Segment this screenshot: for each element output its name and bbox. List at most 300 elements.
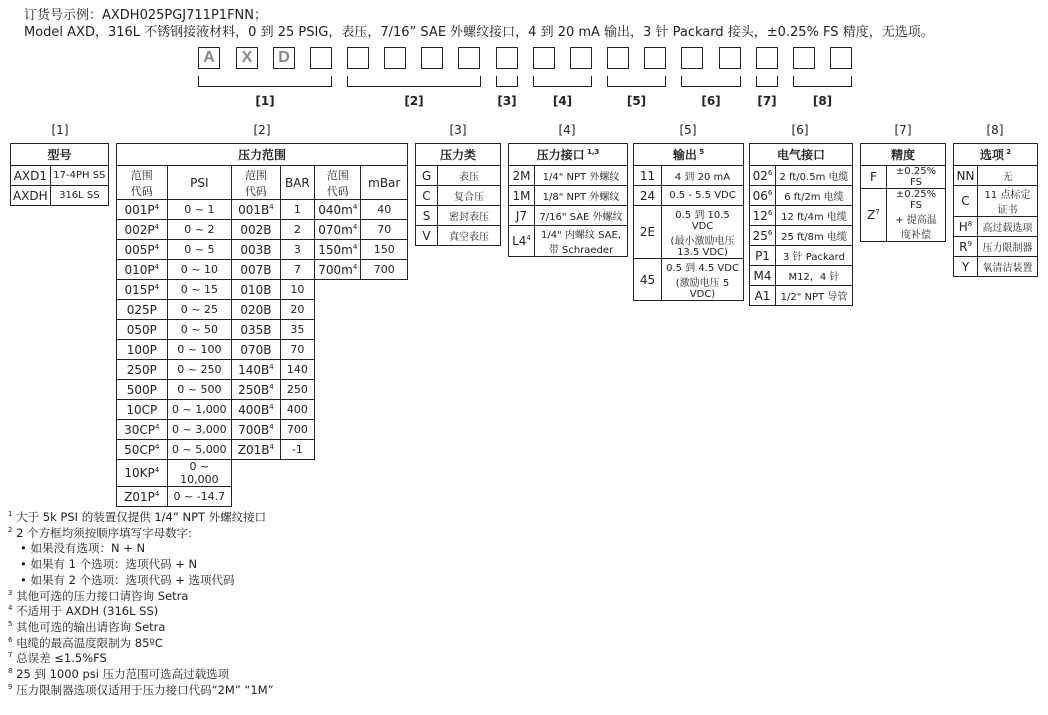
psi-value: 0 ~ 1 <box>167 200 232 220</box>
option-code: $001B^4$ <box>232 200 281 220</box>
empty-cell <box>361 380 408 400</box>
option-code: F <box>861 166 887 189</box>
option-code: $Z01B^4$ <box>232 440 281 460</box>
footnote-ref: 5 <box>696 148 705 156</box>
code-box <box>793 47 815 69</box>
psi-value: 0 ~ 10 <box>167 260 232 280</box>
electrical-row <box>750 166 853 186</box>
port-row <box>509 206 628 226</box>
psi-value: 0 ~ 25 <box>167 300 232 320</box>
footnote: $^6$ 电缆的最高温度限制为 85ºC <box>8 635 163 650</box>
table-column-label: [6] <box>791 123 809 137</box>
option-code: C <box>954 186 978 217</box>
output-row <box>634 186 744 206</box>
option-code: 003B <box>232 240 281 260</box>
option-desc: 真空表压 <box>438 226 501 246</box>
pressure-row <box>117 400 408 420</box>
code-box <box>644 47 666 69</box>
bar-value: 1 <box>280 200 314 220</box>
table-column-label: [7] <box>894 123 912 137</box>
bracket-number: [1] <box>255 94 275 108</box>
psi-value: 0 ~ 250 <box>167 360 232 380</box>
electrical-header: 电气接口 <box>750 144 853 166</box>
footnote: $^5$ 其他可选的输出请咨询 Setra <box>8 619 166 634</box>
footnote-ref: 4 <box>154 242 160 251</box>
footnote-ref: 4 <box>352 202 358 211</box>
code-bracket <box>198 76 332 87</box>
footnote-ref: 4 <box>269 202 274 211</box>
table-column-label: [1] <box>51 123 69 137</box>
option-code: S <box>416 206 438 226</box>
option-code: 2M <box>509 166 535 186</box>
option-code: P1 <box>750 246 776 266</box>
bar-value: 140 <box>280 360 314 380</box>
empty-cell <box>361 400 408 420</box>
electrical-table <box>749 143 853 306</box>
option-code: G <box>416 166 438 186</box>
empty-cell <box>361 300 408 320</box>
pressure-row <box>117 280 408 300</box>
code-box <box>681 47 703 69</box>
option-code: M4 <box>750 266 776 286</box>
code-box <box>496 47 518 69</box>
footnote-ref: 4 <box>154 466 160 474</box>
empty-cell <box>361 420 408 440</box>
option-desc: 0.5 到 4.5 VDC (激励电压 5 VDC) <box>662 259 744 301</box>
footnote-ref: 4 <box>269 422 274 431</box>
options-header: 选项 $^2$ <box>954 144 1038 166</box>
footnote-ref: 4 <box>154 489 160 498</box>
pressure-type-header: 压力类 <box>416 144 501 166</box>
footnote: $^8$ 25 到 1000 psi 压力范围可选高过载选项 <box>8 667 230 682</box>
footnote-ref: 4 <box>154 282 160 291</box>
code-bracket <box>681 76 741 87</box>
option-code: C <box>416 186 438 206</box>
psi-value: 0 ~ 5 <box>167 240 232 260</box>
footnotes <box>8 510 274 698</box>
footnote-number: 5 <box>8 620 13 629</box>
output-row <box>634 259 744 301</box>
empty-cell <box>315 360 361 380</box>
sub-header: mBar <box>361 166 408 200</box>
empty-cell <box>315 400 361 420</box>
option-code: A1 <box>750 286 776 306</box>
option-desc: 密封表压 <box>438 206 501 226</box>
model-table <box>10 143 109 206</box>
code-bracket <box>533 76 592 87</box>
code-bracket <box>793 76 852 87</box>
empty-cell <box>315 380 361 400</box>
option-desc: 0.5 到 10.5 VDC (最小激励电压 13.5 VDC) <box>662 206 744 259</box>
accuracy-table <box>860 143 946 242</box>
code-box <box>830 47 852 69</box>
pressure-type-row <box>416 206 501 226</box>
option-code: 1M <box>509 186 535 206</box>
empty-cell <box>361 460 408 487</box>
empty-cell <box>280 487 314 507</box>
code-box: D <box>273 47 295 69</box>
footnote-ref: 9 <box>967 239 972 248</box>
option-code: $Z^7$ <box>861 189 887 242</box>
pressure-row <box>117 380 408 400</box>
empty-cell <box>315 300 361 320</box>
footnote-ref: 4 <box>154 442 160 451</box>
table-column-label: [3] <box>449 123 467 137</box>
bar-value: 3 <box>280 240 314 260</box>
accuracy-row <box>861 189 946 242</box>
option-code: $010P^4$ <box>117 260 168 280</box>
code-box <box>421 47 443 69</box>
footnote-ref: 4 <box>154 262 160 271</box>
footnote-ref: 4 <box>352 242 358 251</box>
option-desc: 7/16" SAE 外螺纹 <box>535 206 628 226</box>
footnote-ref: 4 <box>526 234 531 242</box>
empty-cell <box>361 487 408 507</box>
pressure-type-row <box>416 226 501 246</box>
option-desc: 1/4" 内螺纹 SAE, 带 Schraeder <box>535 226 628 257</box>
option-desc: ±0.25% FS + 提高温 度补偿 <box>887 189 946 242</box>
option-code: $H^8$ <box>954 217 978 237</box>
code-bracket <box>347 76 481 87</box>
code-bracket <box>607 76 666 87</box>
bar-value: 700 <box>280 420 314 440</box>
pressure-type-row <box>416 166 501 186</box>
code-box <box>570 47 592 69</box>
option-code: 250P <box>117 360 168 380</box>
bar-value: 35 <box>280 320 314 340</box>
bar-value: 7 <box>280 260 314 280</box>
empty-cell <box>315 460 361 487</box>
bar-value: 400 <box>280 400 314 420</box>
footnote-ref: 6 <box>767 228 773 237</box>
option-code: $150m^4$ <box>315 240 361 260</box>
option-desc: 2 ft/0.5m 电缆 <box>776 166 853 186</box>
option-code: 020B <box>232 300 281 320</box>
sub-header: BAR <box>280 166 314 200</box>
pressure-row <box>117 220 408 240</box>
option-desc: 氧清洁装置 <box>978 257 1038 277</box>
footnote-ref: 4 <box>352 262 358 271</box>
table-column-label: [2] <box>253 123 271 137</box>
footnote-number: 6 <box>8 635 13 644</box>
footnote: $^4$ 不适用于 AXDH (316L SS) <box>8 604 159 619</box>
pressure-row <box>117 340 408 360</box>
psi-value: 0 ~ 5,000 <box>167 440 232 460</box>
sub-header: 范围 代码 <box>117 166 168 200</box>
pressure-port-table <box>508 143 628 257</box>
option-code: J7 <box>509 206 535 226</box>
option-code: V <box>416 226 438 246</box>
pressure-row <box>117 360 408 380</box>
pressure-header: 压力范围 <box>117 144 408 166</box>
pressure-row <box>117 487 408 507</box>
option-desc: ±0.25% FS <box>887 166 946 189</box>
footnote-ref: 4 <box>352 222 358 231</box>
pressure-row <box>117 200 408 220</box>
psi-value: 0 ~ 2 <box>167 220 232 240</box>
order-example-text: 订货号示例：AXDH025PGJ711P1FNN； <box>24 8 267 23</box>
option-code: $30CP^4$ <box>117 420 168 440</box>
options-row <box>954 257 1038 277</box>
option-code: 500P <box>117 380 168 400</box>
model-code: AXD1 <box>11 166 51 186</box>
empty-cell <box>361 320 408 340</box>
options-row <box>954 166 1038 186</box>
bar-value: 250 <box>280 380 314 400</box>
electrical-row <box>750 286 853 306</box>
footnote-ref: 6 <box>767 188 773 197</box>
psi-value: 0 ~ 500 <box>167 380 232 400</box>
pressure-type-row <box>416 186 501 206</box>
option-code: $002P^4$ <box>117 220 168 240</box>
table-column-label: [4] <box>558 123 576 137</box>
option-code: $Z01P^4$ <box>117 487 168 507</box>
option-desc: 11 点标定 证书 <box>978 186 1038 217</box>
psi-value: 0 ~ 3,000 <box>167 420 232 440</box>
code-box: X <box>236 47 258 69</box>
pressure-row <box>117 300 408 320</box>
footnote-number: 4 <box>8 604 13 613</box>
option-code: $040m^4$ <box>315 200 361 220</box>
empty-cell <box>232 487 281 507</box>
mbar-value: 700 <box>361 260 408 280</box>
model-desc: 17-4PH SS <box>50 166 108 186</box>
option-code: $001P^4$ <box>117 200 168 220</box>
option-code: $25^6$ <box>750 226 776 246</box>
output-row <box>634 166 744 186</box>
option-code: $250B^4$ <box>232 380 281 400</box>
psi-value: 0 ~ 10,000 <box>167 460 232 487</box>
electrical-row <box>750 266 853 286</box>
footnote: $^9$ 压力限制器选项仅适用于压力接口代码“2M” “1M” <box>8 682 274 697</box>
option-desc: 无 <box>978 166 1038 186</box>
footnote-ref: 4 <box>154 222 160 231</box>
bar-value: 70 <box>280 340 314 360</box>
pressure-type-table <box>415 143 501 246</box>
pressure-row <box>117 420 408 440</box>
mbar-value: 150 <box>361 240 408 260</box>
options-table <box>953 143 1038 277</box>
code-box <box>607 47 629 69</box>
option-code: 007B <box>232 260 281 280</box>
code-box <box>458 47 480 69</box>
bar-value: -1 <box>280 440 314 460</box>
option-code: $R^9$ <box>954 237 978 257</box>
option-code: 10CP <box>117 400 168 420</box>
empty-cell <box>315 440 361 460</box>
bracket-number: [8] <box>812 94 833 108</box>
pressure-row <box>117 260 408 280</box>
code-box <box>756 47 778 69</box>
footnote-number: 8 <box>8 667 13 676</box>
code-box <box>310 47 332 69</box>
option-code: 025P <box>117 300 168 320</box>
option-code: $L4^4$ <box>509 226 535 257</box>
empty-cell <box>315 320 361 340</box>
bar-value: 20 <box>280 300 314 320</box>
empty-cell <box>280 460 314 487</box>
electrical-row <box>750 206 853 226</box>
table-column-label: [5] <box>679 123 697 137</box>
footnote: • 如果有 2 个选项：选项代码 + 选项代码 <box>20 572 235 587</box>
pressure-row <box>117 460 408 487</box>
footnote-ref: 6 <box>767 168 773 177</box>
port-row <box>509 186 628 206</box>
footnote-ref: 4 <box>269 382 274 391</box>
psi-value: 0 ~ -14.7 <box>167 487 232 507</box>
empty-cell <box>361 340 408 360</box>
model-code: AXDH <box>11 186 51 206</box>
option-code: NN <box>954 166 978 186</box>
option-code: $400B^4$ <box>232 400 281 420</box>
options-row <box>954 217 1038 237</box>
footnote-ref: 2 <box>1003 148 1012 156</box>
electrical-row <box>750 226 853 246</box>
option-code: $700m^4$ <box>315 260 361 280</box>
mbar-value: 70 <box>361 220 408 240</box>
footnote-number: 7 <box>8 651 13 660</box>
bracket-number: [4] <box>552 94 573 108</box>
option-code: 070B <box>232 340 281 360</box>
options-row <box>954 237 1038 257</box>
option-desc: 1/8" NPT 外螺纹 <box>535 186 628 206</box>
option-code: $700B^4$ <box>232 420 281 440</box>
option-code: 050P <box>117 320 168 340</box>
empty-cell <box>315 487 361 507</box>
code-bracket <box>756 76 778 87</box>
footnote-number: 1 <box>8 510 13 519</box>
table-column-label: [8] <box>986 123 1004 137</box>
code-box <box>533 47 555 69</box>
bracket-number: [7] <box>757 94 777 108</box>
footnote: $^7$ 总误差 ≤1.5%FS <box>8 651 107 666</box>
empty-cell <box>232 460 281 487</box>
option-desc: 25 ft/8m 电缆 <box>776 226 853 246</box>
footnote-ref: 4 <box>154 202 160 211</box>
accuracy-header: 精度 <box>861 144 946 166</box>
bracket-number: [2] <box>404 94 424 108</box>
option-desc: 表压 <box>438 166 501 186</box>
footnote: $^1$ 大于 5k PSI 的装置仅提供 1/4” NPT 外螺纹接口 <box>8 510 267 524</box>
pressure-row <box>117 440 408 460</box>
electrical-row <box>750 246 853 266</box>
option-code: 2E <box>634 206 662 259</box>
pressure-row <box>117 320 408 340</box>
sub-header: 范围 代码 <box>315 166 361 200</box>
output-header: 输出 $^5$ <box>634 144 744 166</box>
option-code: 11 <box>634 166 662 186</box>
code-box: A <box>198 47 220 69</box>
empty-cell <box>361 440 408 460</box>
empty-cell <box>315 280 361 300</box>
psi-value: 0 ~ 15 <box>167 280 232 300</box>
code-bracket <box>496 76 518 87</box>
option-desc: 0.5 - 5.5 VDC <box>662 186 744 206</box>
option-code: 010B <box>232 280 281 300</box>
output-row <box>634 206 744 259</box>
mbar-value: 40 <box>361 200 408 220</box>
port-row <box>509 226 628 257</box>
code-box <box>347 47 369 69</box>
electrical-row <box>750 186 853 206</box>
footnote-number: 3 <box>8 588 13 597</box>
accuracy-row <box>861 166 946 189</box>
option-code: $12^6$ <box>750 206 776 226</box>
footnote-ref: 8 <box>967 219 973 228</box>
option-code: $070m^4$ <box>315 220 361 240</box>
footnote-ref: 7 <box>875 208 880 216</box>
footnote: • 如果没有选项：N + N <box>20 541 146 556</box>
pressure-row <box>117 240 408 260</box>
footnote-ref: 4 <box>269 402 274 411</box>
model-header: 型号 <box>11 144 109 166</box>
empty-cell <box>361 360 408 380</box>
option-code: 035B <box>232 320 281 340</box>
option-code: $005P^4$ <box>117 240 168 260</box>
footnote-number: 9 <box>8 682 13 691</box>
code-box <box>384 47 406 69</box>
option-desc: 压力限制器 <box>978 237 1038 257</box>
option-code: $140B^4$ <box>232 360 281 380</box>
model-desc: 316L SS <box>50 186 108 206</box>
option-code: 100P <box>117 340 168 360</box>
bar-value: 2 <box>280 220 314 240</box>
sub-header: 范围 代码 <box>232 166 281 200</box>
option-code: $06^6$ <box>750 186 776 206</box>
footnote-ref: 4 <box>269 442 275 451</box>
option-code: 24 <box>634 186 662 206</box>
bar-value: 10 <box>280 280 314 300</box>
option-code: $015P^4$ <box>117 280 168 300</box>
bracket-number: [6] <box>701 94 721 108</box>
footnote: $^3$ 其他可选的压力接口请咨询 Setra <box>8 588 189 603</box>
option-desc: 1/4" NPT 外螺纹 <box>535 166 628 186</box>
option-code: Y <box>954 257 978 277</box>
footnote-ref: 4 <box>154 422 160 431</box>
empty-cell <box>361 280 408 300</box>
option-desc: 复合压 <box>438 186 501 206</box>
option-code: 45 <box>634 259 662 301</box>
output-table <box>633 143 744 301</box>
port-header: 压力接口 $^{1,3}$ <box>509 144 628 166</box>
bracket-number: [5] <box>626 94 647 108</box>
option-desc: 12 ft/4m 电缆 <box>776 206 853 226</box>
psi-value: 0 ~ 50 <box>167 320 232 340</box>
option-desc: 1/2" NPT 导管 <box>776 286 853 306</box>
empty-cell <box>315 420 361 440</box>
option-code: $02^6$ <box>750 166 776 186</box>
port-row <box>509 166 628 186</box>
option-desc: M12，4 针 <box>776 266 853 286</box>
footnote-ref: 6 <box>767 208 773 217</box>
pressure-range-table <box>116 143 408 507</box>
option-desc: 4 到 20 mA <box>662 166 744 186</box>
footnote-ref: 4 <box>269 362 274 371</box>
option-code: $10KP^4$ <box>117 460 168 487</box>
psi-value: 0 ~ 100 <box>167 340 232 360</box>
psi-value: 0 ~ 1,000 <box>167 400 232 420</box>
option-desc: 6 ft/2m 电缆 <box>776 186 853 206</box>
footnote: • 如果有 1 个选项：选项代码 + N <box>20 557 198 572</box>
options-row <box>954 186 1038 217</box>
sub-header: PSI <box>167 166 232 200</box>
code-box <box>719 47 741 69</box>
option-code: $50CP^4$ <box>117 440 168 460</box>
empty-cell <box>315 340 361 360</box>
footnote-number: 2 <box>8 525 13 534</box>
option-desc: 高过载选项 <box>978 217 1038 237</box>
bracket-number: [3] <box>497 94 517 108</box>
